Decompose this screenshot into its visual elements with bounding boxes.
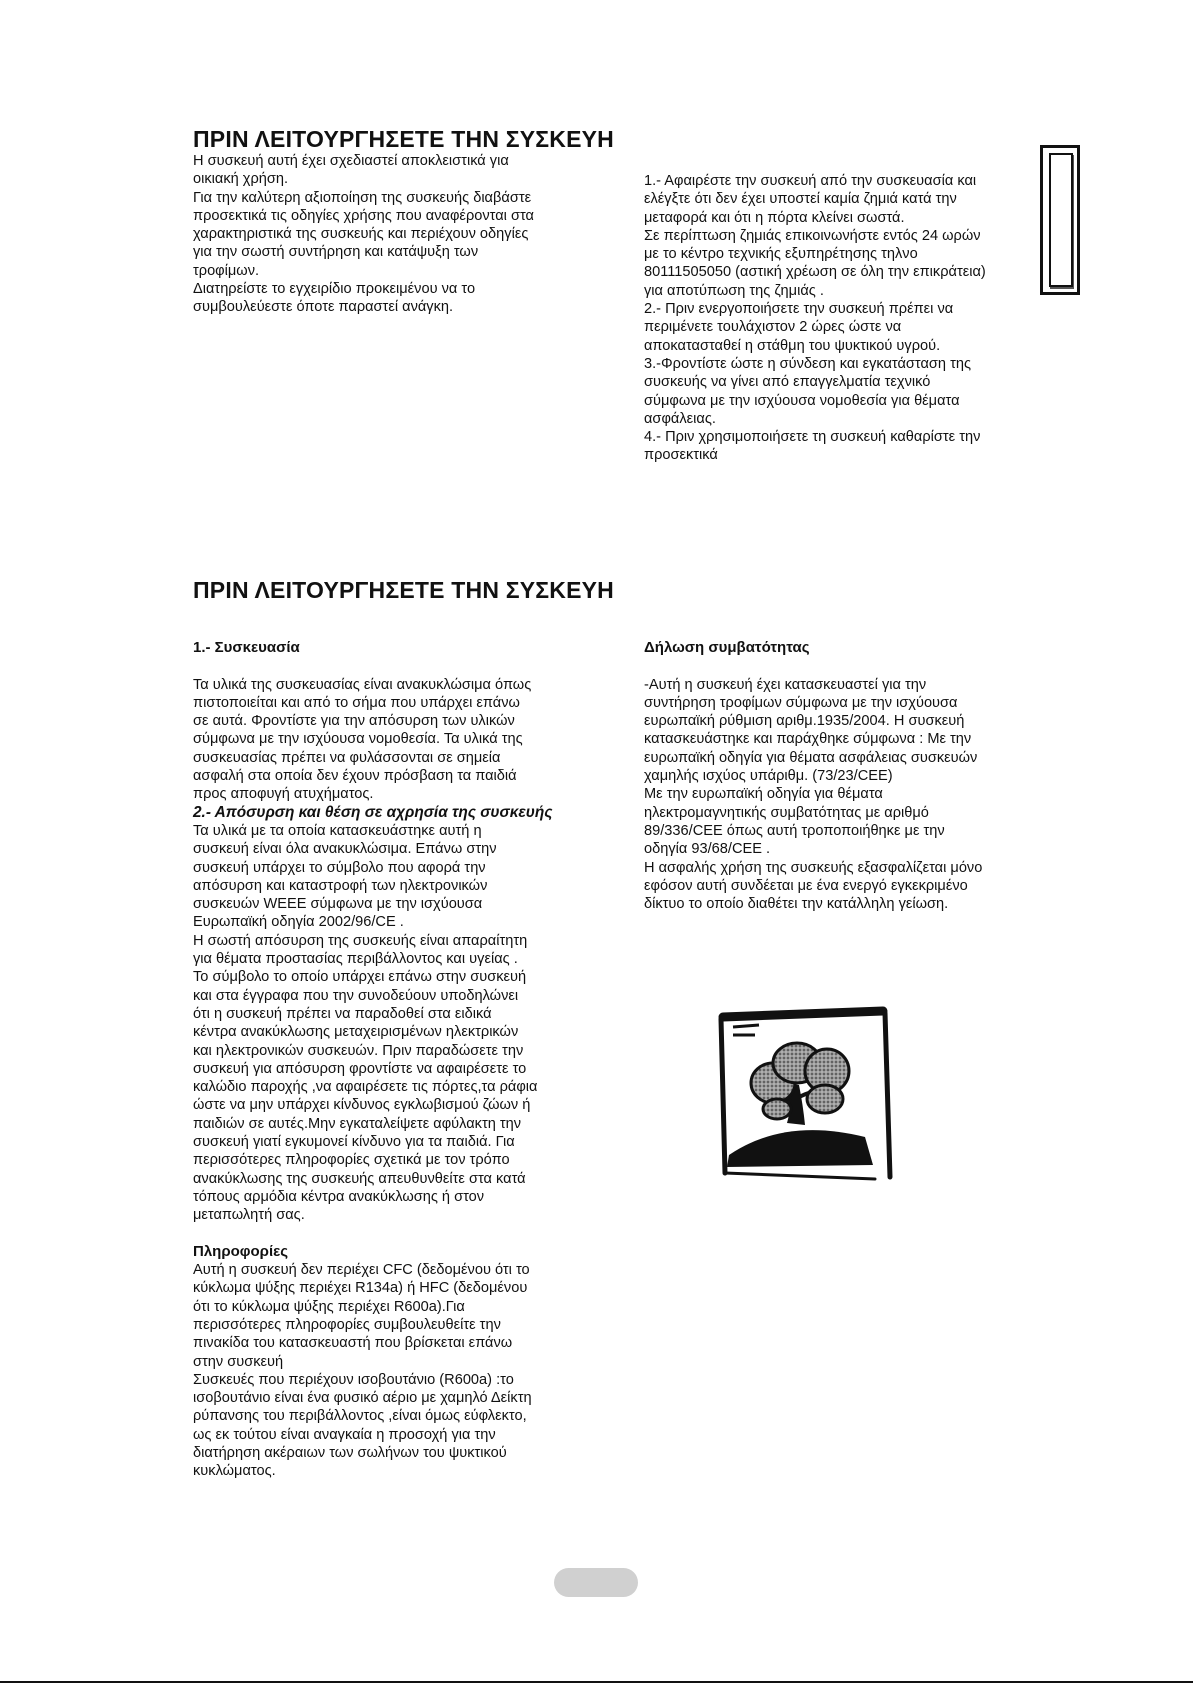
text-line: ισοβουτάνιο είναι ένα φυσικό αέριο με χαμηλό Δείκτη [193, 1390, 532, 1407]
section-tab-marker [1040, 145, 1080, 295]
text-line: Η σωστή απόσυρση της συσκευής είναι απαραίτητη [193, 932, 528, 949]
text-line: ανακύκλωσης της συσκευής απευθυνθείτε στα κατά [193, 1170, 526, 1187]
text-line: -Αυτή η συσκευή έχει κατασκευαστεί για την [644, 676, 927, 693]
text-line: κέντρα ανακύκλωσης μεταχειρισμένων ηλεκτρικών [193, 1024, 519, 1041]
text-line: Σε περίπτωση ζημιάς επικοινωνήστε εντός 24 ωρών [644, 227, 981, 244]
bottom-rule [0, 1681, 1193, 1683]
text-line: καλώδιο παροχής ,να αφαιρέσετε τις πόρτες,τα ράφια [193, 1079, 538, 1096]
text-line: προσεκτικά τις οδηγίες χρήσης που αναφέρονται στα [193, 207, 534, 224]
text-line: κυκλώματος. [193, 1463, 276, 1480]
text-line: Αυτή η συσκευή δεν περιέχει CFC (δεδομένου ότι το [193, 1262, 530, 1279]
text-line: μεταφορά και ότι η πόρτα κλείνει σωστά. [644, 209, 905, 226]
text-line: ως εκ τούτου είναι αναγκαία η προσοχή για την [193, 1426, 496, 1443]
text-line: για την σωστή συντήρηση και κατάψυξη των [193, 244, 479, 261]
text-line: χαρακτηριστικά της συσκευής και περιέχουν οδηγίες [193, 226, 529, 243]
page-number-pill [554, 1568, 638, 1597]
text-line: στην συσκευή [193, 1353, 284, 1370]
text-line: εφόσον αυτή συνδέεται με ένα ενεργό εγκεκριμένο [644, 877, 968, 894]
text-line: πιστοποιείται και από το σήμα που υπάρχει επάνω [193, 694, 520, 711]
text-line: απόσυρση και καταστροφή των ηλεκτρονικών [193, 877, 488, 894]
section1-title: ΠΡΙΝ ΛΕΙΤΟΥΡΓΗΣΕΤΕ ΤΗΝ ΣΥΣΚΕΥΗ [193, 126, 614, 152]
text-line: ελέγξτε ότι δεν έχει υποστεί καμία ζημιά κατά την [644, 191, 957, 208]
text-line: περισσότερες πληροφορίες σχετικά με τον τρόπο [193, 1152, 510, 1169]
info-heading: Πληροφορίες [193, 1242, 289, 1260]
text-line: προσεκτικά [644, 447, 718, 464]
text-line: για αποτύπωση της ζημιάς . [644, 282, 824, 299]
text-line: με το κέντρο τεχνικής εξυπηρέτησης τηλνο [644, 246, 918, 263]
text-line: 2.- Πριν ενεργοποιήσετε την συσκευή πρέπει να [644, 301, 954, 318]
text-line: αποκατασταθεί η στάθμη του ψυκτικού υγρού. [644, 337, 941, 354]
text-line: Με την ευρωπαϊκή οδηγία για θέματα [644, 786, 883, 803]
compliance-heading: Δήλωση συμβατότητας [644, 639, 810, 656]
text-line: 4.- Πριν χρησιμοποιήσετε τη συσκευή καθαρίστε την [644, 429, 981, 446]
packaging-heading: 1.- Συσκευασία [193, 639, 300, 656]
text-line: συσκευών WEEE σύμφωνα με την ισχύουσα [193, 896, 483, 913]
info-text [193, 1261, 583, 1481]
text-line: συσκευασίας πρέπει να φυλάσσονται σε σημεία [193, 749, 501, 766]
text-line: και στα έγγραφα που την συνοδεύουν υποδηλώνει [193, 987, 519, 1004]
text-line: ότι η συσκευή πρέπει να παραδοθεί στα ειδικά [193, 1005, 492, 1022]
text-line: Διατηρείστε το εγχειρίδιο προκειμένου να το [193, 281, 476, 298]
section2-right-column [644, 639, 1044, 913]
text-line: Τα υλικά της συσκευασίας είναι ανακυκλώσιμα όπως [193, 676, 532, 693]
text-line: 89/336/CEE όπως αυτή τροποποιήθηκε με την [644, 822, 945, 839]
text-line: περιμένετε τουλάχιστον 2 ώρες ώστε να [644, 319, 902, 336]
text-line: κύκλωμα ψύξης περιέχει R134a) ή HFC (δεδομένου [193, 1280, 528, 1297]
text-line: για θέματα προστασίας περιβάλλοντος και υγείας . [193, 951, 518, 968]
section1-instructions-text [644, 172, 986, 465]
text-line: παιδιών σε αυτές.Μην εγκαταλείψετε αφύλακτη την [193, 1115, 522, 1132]
tree-recycling-symbol-icon [715, 1005, 895, 1185]
text-line: 3.-Φροντίστε ώστε η σύνδεση και εγκατάσταση της [644, 355, 972, 372]
text-line: 80111505050 (αστική χρέωση σε όλη την επικράτεια) [644, 264, 986, 281]
compliance-text [644, 676, 1044, 914]
text-line: σε αυτά. Φροντίστε για την απόσυρση των υλικών [193, 713, 515, 730]
disposal-heading: 2.- Απόσυρση και θέση σε αχρησία της συσκευής [193, 803, 553, 821]
text-line: ότι το κύκλωμα ψύξης περιέχει R600a).Για [193, 1298, 465, 1315]
text-line: ρύπανσης του περιβάλλοντος ,είναι όμως εύφλεκτο, [193, 1408, 527, 1425]
text-line: συμβουλεύεστε όποτε παραστεί ανάγκη. [193, 299, 454, 316]
text-line: συσκευή είναι όλα ανακυκλώσιμα. Επάνω στην [193, 841, 497, 858]
text-line: προς αποφυγή ατυχήματος. [193, 786, 374, 803]
text-line: οικιακή χρήση. [193, 171, 289, 188]
text-line: και ηλεκτρονικών συσκευών. Πριν παραδώσετε την [193, 1042, 524, 1059]
text-line: ευρωπαϊκή οδηγία για θέματα ασφάλειας συσκευών [644, 749, 978, 766]
text-line: συσκευή υπάρχει το σύμβολο που αφορά την [193, 859, 486, 876]
text-line: συσκευή για απόσυρση φροντίστε να αφαιρέσετε το [193, 1060, 527, 1077]
text-line: Ευρωπαϊκή οδηγία 2002/96/CE . [193, 914, 404, 931]
tab-inner-frame [1049, 153, 1073, 287]
text-line: συντήρηση τροφίμων σύμφωνα με την ισχύουσα [644, 694, 958, 711]
text-line: σύμφωνα με την ισχύουσα νομοθεσία για θέματα [644, 392, 960, 409]
text-line: διατήρηση ακέραιων των σωλήνων του ψυκτικού [193, 1445, 507, 1462]
section2-title: ΠΡΙΝ ΛΕΙΤΟΥΡΓΗΣΕΤΕ ΤΗΝ ΣΥΣΚΕΥΗ [193, 577, 614, 603]
disposal-text [193, 822, 583, 1225]
text-line: συσκευής να γίνει από επαγγελματία τεχνικό [644, 374, 931, 391]
text-line: ώστε να μην υπάρχει κίνδυνος εγκλωβισμού ζώων ή [193, 1097, 531, 1114]
text-line: Η συσκευή αυτή έχει σχεδιαστεί αποκλειστικά για [193, 153, 509, 169]
text-line: Για την καλύτερη αξιοποίηση της συσκευής διαβάστε [193, 189, 532, 206]
text-line: κατασκευάστηκε και παράχθηκε σύμφωνα : Με την [644, 731, 972, 748]
text-line: δίκτυο το οποίο διαθέτει την κατάλληλη γείωση. [644, 896, 949, 913]
text-line: τροφίμων. [193, 262, 260, 279]
text-line: χαμηλής ισχύος υπάριθμ. (73/23/CEE) [644, 768, 893, 785]
text-line: οδηγία 93/68/CEE . [644, 841, 771, 858]
section1-intro-text [193, 152, 534, 317]
text-line: Το σύμβολο το οποίο υπάρχει επάνω στην συσκευή [193, 969, 527, 986]
text-line: μεταπωλητή σας. [193, 1207, 305, 1224]
text-line: τόπους αρμόδια κέντρα ανακύκλωσης ή στον [193, 1188, 485, 1205]
text-line: Τα υλικά με τα οποία κατασκευάστηκε αυτή η [193, 822, 482, 839]
text-line: πινακίδα του κατασκευαστή που βρίσκεται επάνω [193, 1335, 513, 1352]
text-line: συσκευή γιατί εγκυμονεί κίνδυνο για τα παιδιά. Για [193, 1134, 515, 1151]
text-line: ηλεκτρομαγνητικής συμβατότητας με αριθμό [644, 804, 929, 821]
section2-left-column [193, 639, 583, 1481]
text-line: 1.- Αφαιρέστε την συσκευή από την συσκευασία και [644, 173, 977, 189]
text-line: περισσότερες πληροφορίες συμβουλευθείτε την [193, 1316, 501, 1333]
text-line: σύμφωνα με την ισχύουσα νομοθεσία. Τα υλικά της [193, 731, 523, 748]
text-line: ασφαλή στα οποία δεν έχουν πρόσβαση τα παιδιά [193, 768, 517, 785]
text-line: Η ασφαλής χρήση της συσκευής εξασφαλίζεται μόνο [644, 859, 983, 876]
packaging-text [193, 676, 583, 804]
text-line: Συσκευές που περιέχουν ισοβουτάνιο (R600a) :το [193, 1371, 514, 1388]
text-line: ευρωπαϊκή ρύθμιση αριθμ.1935/2004. Η συσκευή [644, 713, 965, 730]
text-line: ασφάλειας. [644, 410, 716, 427]
